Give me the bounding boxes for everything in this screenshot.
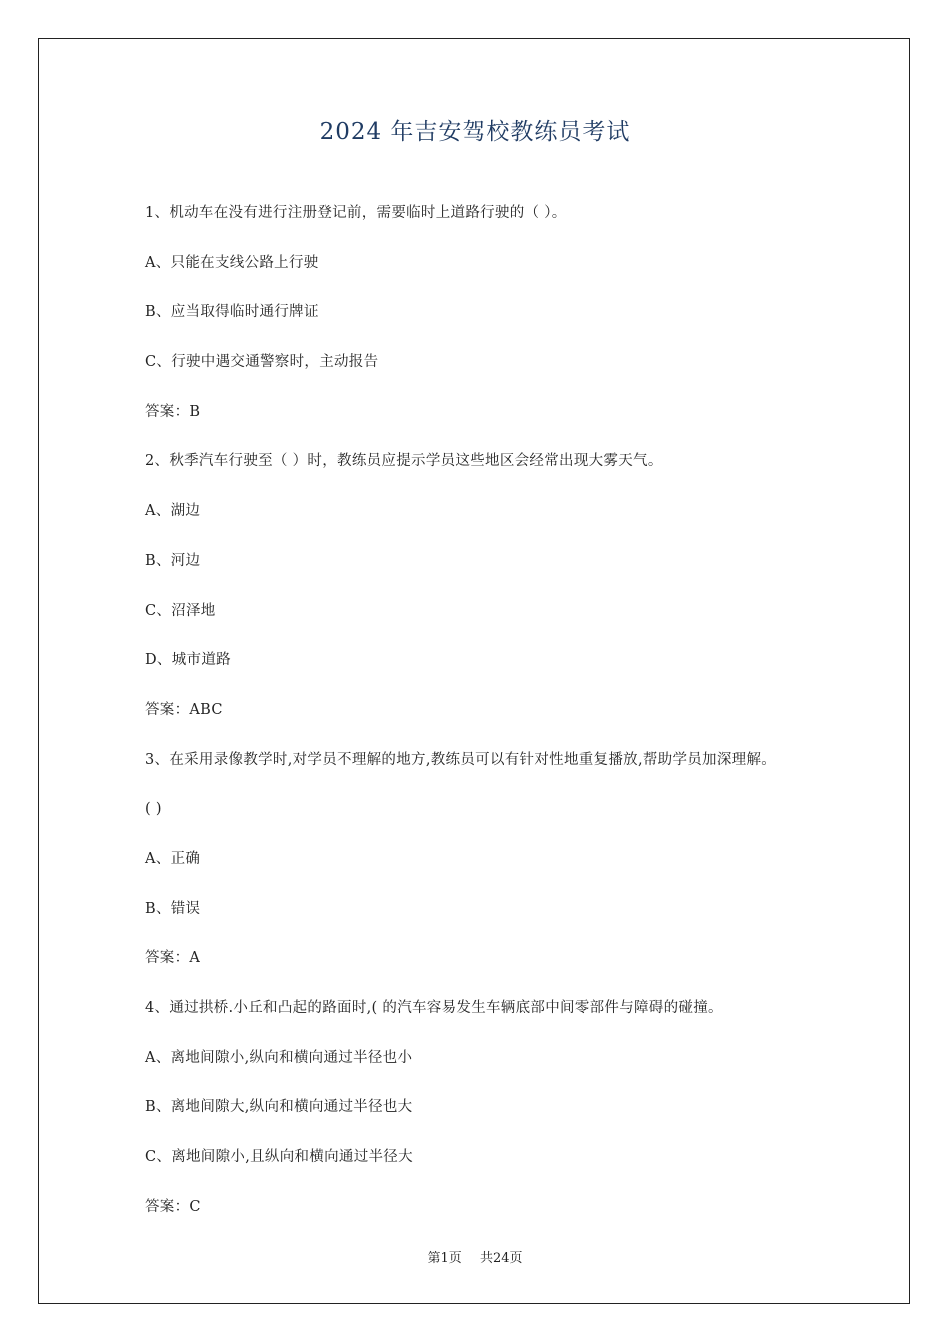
question-4-option-b: B、离地间隙大,纵向和横向通过半径也大 (145, 1099, 413, 1116)
question-4-option-a: A、离地间隙小,纵向和横向通过半径也小 (145, 1049, 413, 1066)
question-2-stem: 2、秋季汽车行驶至（ ）时，教练员应提示学员这些地区会经常出现大雾天气。 (145, 453, 663, 470)
page-total: 共24页 (479, 1251, 523, 1266)
question-3-answer: 答案：A (145, 950, 201, 967)
question-4-answer: 答案：C (145, 1198, 201, 1215)
question-1-option-b: B、应当取得临时通行牌证 (145, 304, 319, 321)
question-3-stem-continued: ( ) (145, 801, 162, 818)
question-2-answer: 答案：ABC (145, 701, 223, 718)
question-1-option-a: A、只能在支线公路上行驶 (145, 254, 319, 271)
question-4-option-c: C、离地间隙小,且纵向和横向通过半径大 (145, 1149, 413, 1166)
question-3-stem: 3、在采用录像教学时,对学员不理解的地方,教练员可以有针对性地重复播放,帮助学员加深理解。 (145, 751, 777, 768)
question-1-answer: 答案：B (145, 403, 201, 420)
question-2-option-d: D、城市道路 (145, 652, 231, 669)
question-3-option-b: B、错误 (145, 900, 201, 917)
question-list (145, 202, 845, 1245)
question-2-option-a: A、湖边 (145, 503, 201, 520)
page-footer (0, 1247, 950, 1266)
question-1-stem: 1、机动车在没有进行注册登记前，需要临时上道路行驶的（ ）。 (145, 205, 567, 221)
question-3-option-a: A、正确 (145, 850, 201, 867)
page-number: 第1页 (427, 1251, 462, 1266)
question-2-option-b: B、河边 (145, 552, 201, 569)
question-1-option-c: C、行驶中遇交通警察时，主动报告 (145, 354, 379, 371)
document-title: 2024 年吉安驾校教练员考试 (319, 119, 631, 145)
question-4-stem: 4、通过拱桥.小丘和凸起的路面时,( 的汽车容易发生车辆底部中间零部件与障碍的碰撞。 (145, 1000, 723, 1016)
question-2-option-c: C、沼泽地 (145, 602, 216, 619)
